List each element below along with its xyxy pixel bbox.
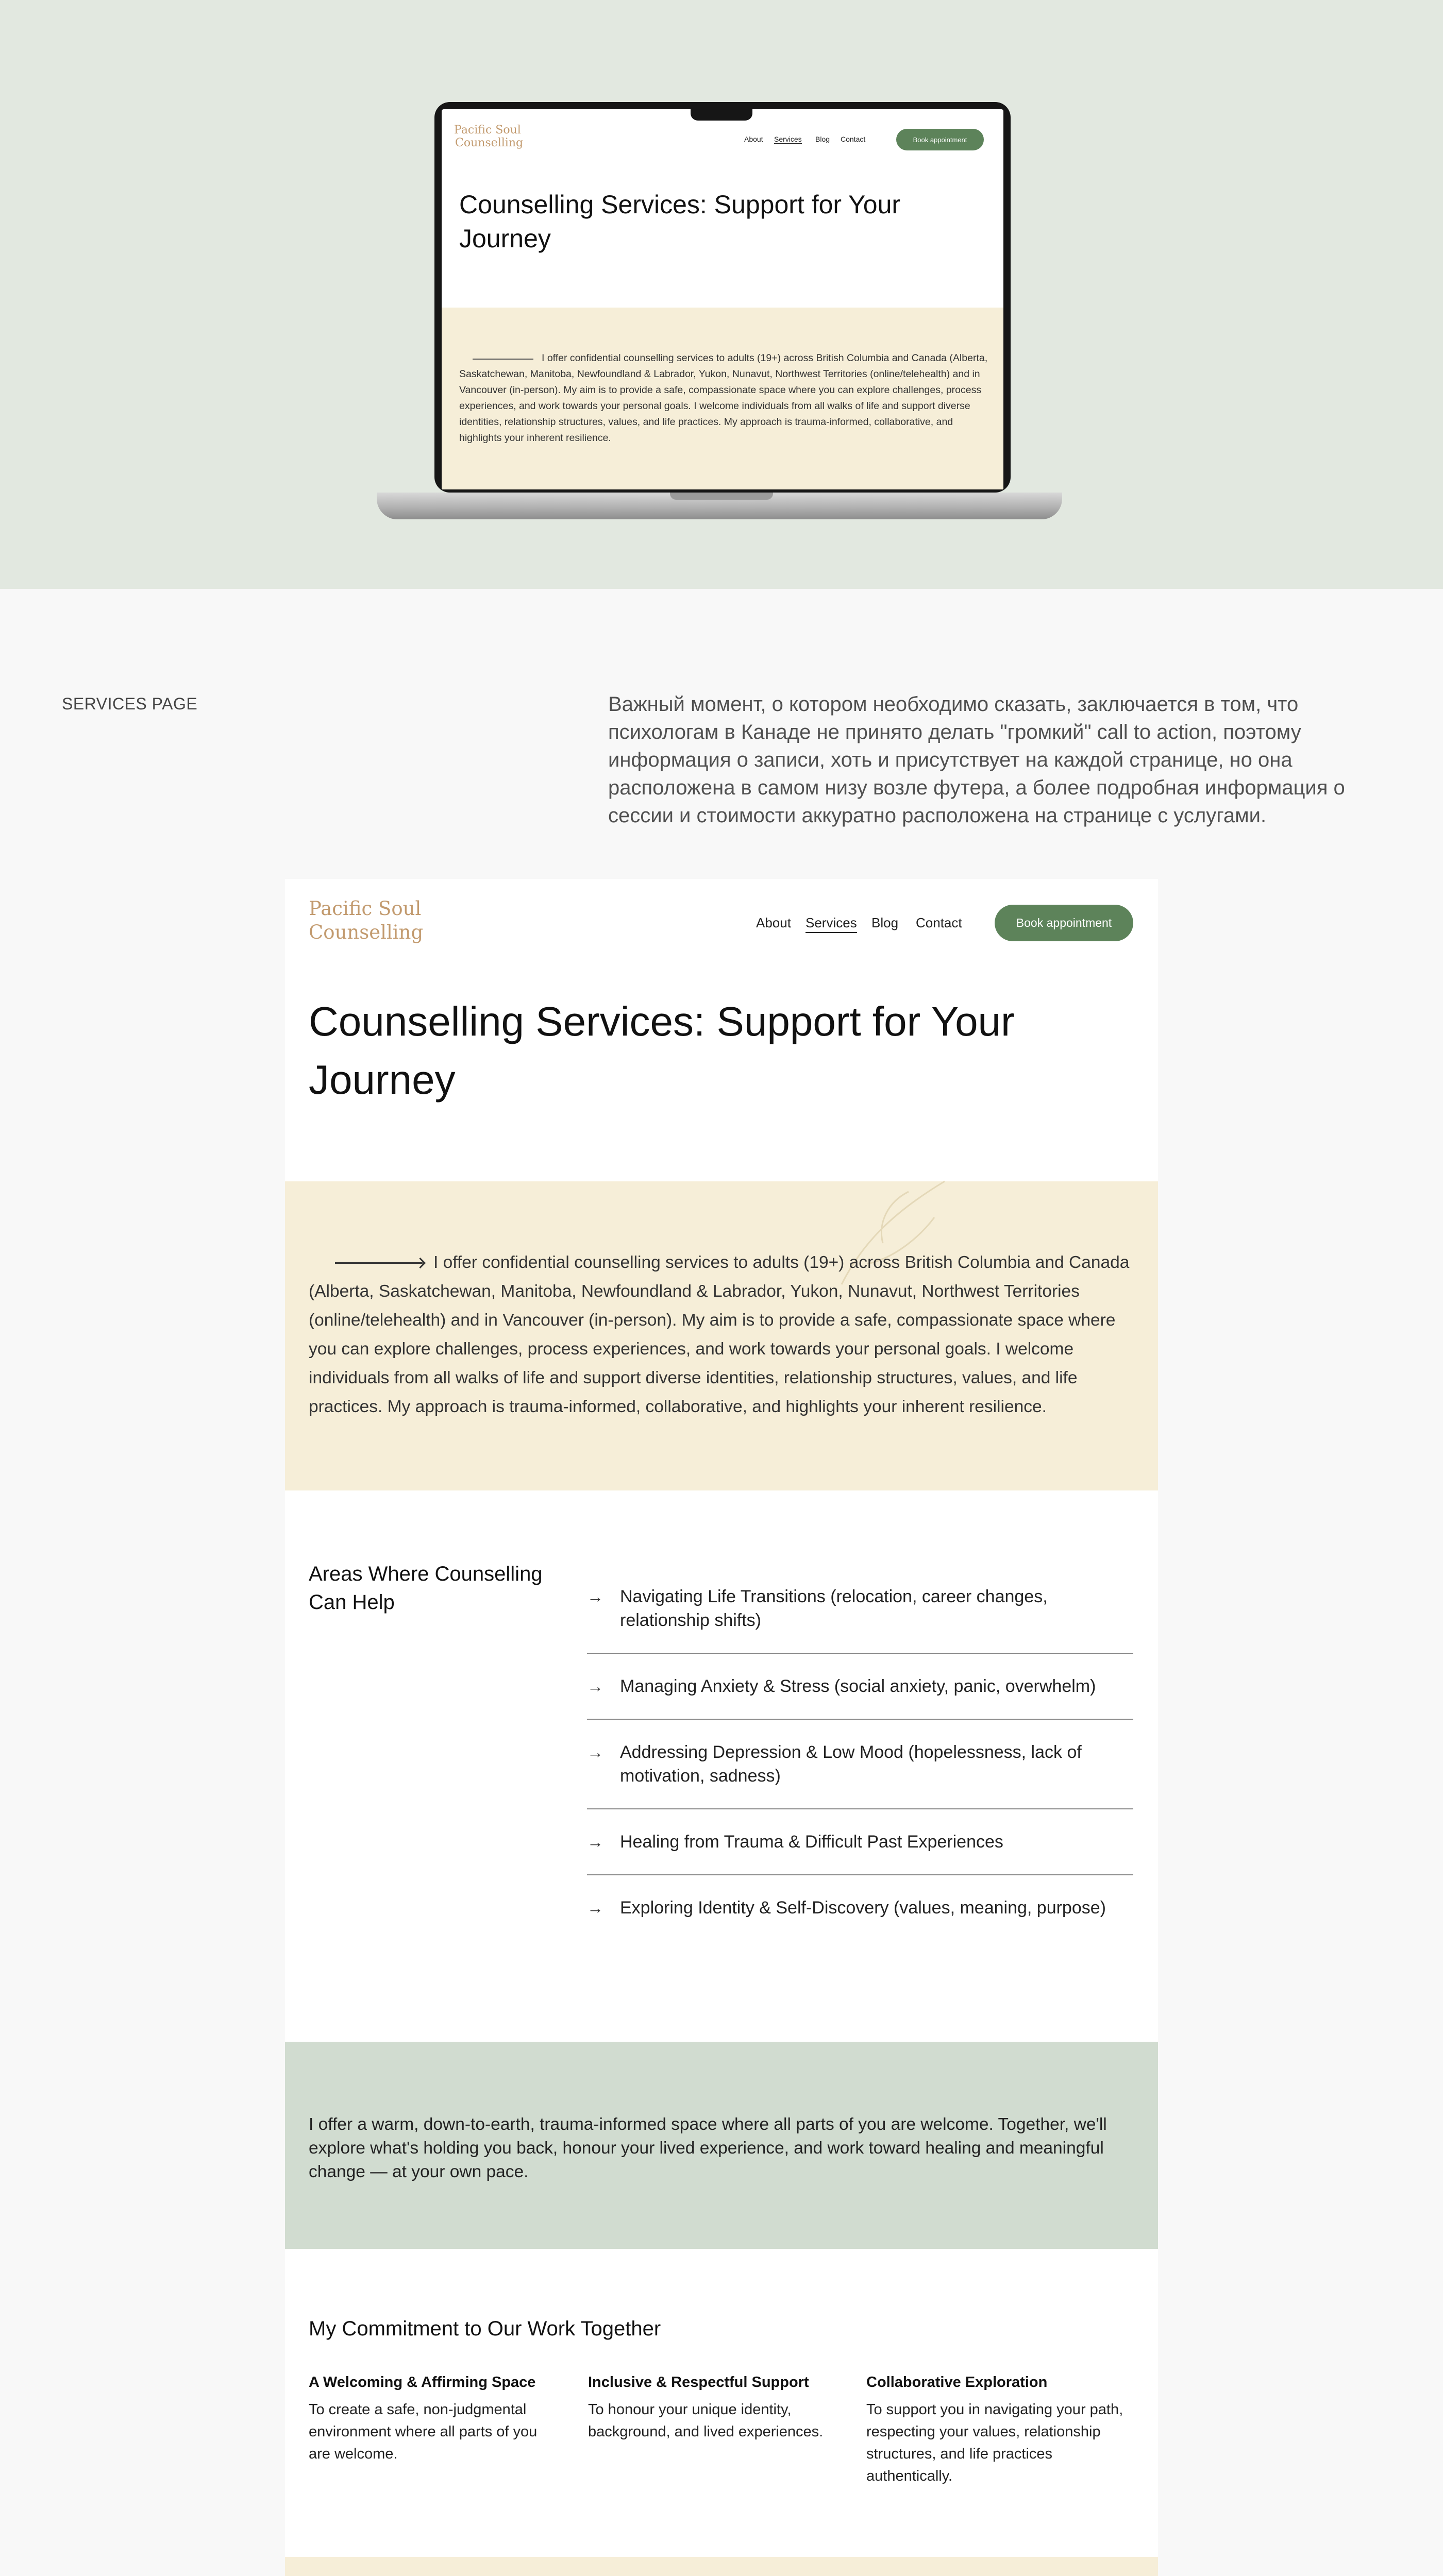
warm-space-text: I offer a warm, down-to-earth, trauma-informed space where all parts of you are welcome. Together, we'll explore what's holding you back, honour your lived experience, and work toward healing and meaningful change — at your own pace. bbox=[309, 2115, 1107, 2181]
mini-nav-blog[interactable]: Blog bbox=[815, 135, 830, 143]
arrow-right-icon: → bbox=[587, 1833, 603, 1851]
mini-page-title: Counselling Services: Support for Your Journey bbox=[459, 190, 901, 253]
design-description: Важный момент, о котором необходимо сказать, заключается в том, что психологам в Канаде не принято делать "громкий" call to action, поэтому информация о записи, хоть и присутствует на каждой странице, но она расположена в самом низу возле футера, а более подробная информация о сессии и стоимости аккуратно расположена на странице с услугами. bbox=[608, 693, 1345, 827]
commitment-title: Collaborative Exploration bbox=[866, 2374, 1048, 2391]
divider bbox=[587, 1653, 1133, 1654]
laptop-camera-notch bbox=[691, 106, 752, 121]
commitment-heading: My Commitment to Our Work Together bbox=[309, 2317, 661, 2340]
mini-nav-contact[interactable]: Contact bbox=[841, 135, 866, 143]
arrow-right-icon: → bbox=[587, 1677, 603, 1696]
section-label: SERVICES PAGE bbox=[62, 694, 198, 713]
fees-section bbox=[285, 2557, 1158, 2576]
list-item: → Exploring Identity & Self-Discovery (values, meaning, purpose) bbox=[587, 1896, 1133, 1920]
list-item: → Healing from Trauma & Difficult Past Experiences bbox=[587, 1830, 1133, 1854]
divider bbox=[587, 1719, 1133, 1720]
divider bbox=[587, 1874, 1133, 1875]
mini-book-appointment-button[interactable]: Book appointment bbox=[896, 129, 984, 150]
nav-blog[interactable]: Blog bbox=[871, 915, 899, 930]
mini-site-logo: Pacific Soul Counselling bbox=[454, 124, 524, 149]
divider bbox=[587, 1808, 1133, 1809]
list-item: → Managing Anxiety & Stress (social anxiety, panic, overwhelm) bbox=[587, 1674, 1133, 1698]
nav-contact[interactable]: Contact bbox=[916, 915, 962, 930]
commitment-title: A Welcoming & Affirming Space bbox=[309, 2374, 536, 2391]
book-appointment-button[interactable]: Book appointment bbox=[995, 905, 1133, 941]
list-item: → Navigating Life Transitions (relocation, career changes, relationship shifts) bbox=[587, 1585, 1133, 1632]
list-item: → Addressing Depression & Low Mood (hopelessness, lack of motivation, sadness) bbox=[587, 1740, 1133, 1788]
commitment-body: To honour your unique identity, background, and lived experiences. bbox=[588, 2401, 824, 2440]
laptop-opening-lip bbox=[670, 493, 773, 500]
nav-services[interactable]: Services bbox=[806, 915, 857, 933]
site-logo[interactable]: Pacific Soul Counselling bbox=[309, 897, 424, 943]
areas-list[interactable] bbox=[587, 1585, 1133, 1918]
warm-space-section bbox=[285, 2042, 1158, 2249]
page-title: Counselling Services: Support for Your Journey bbox=[309, 998, 1015, 1103]
mini-nav-about[interactable]: About bbox=[744, 135, 763, 143]
commitment-body: To create a safe, non-judgmental environment where all parts of you are welcome. bbox=[309, 2401, 538, 2462]
nav-about[interactable]: About bbox=[756, 915, 791, 930]
arrow-right-icon: → bbox=[587, 1743, 603, 1761]
arrow-right-icon: → bbox=[587, 1587, 603, 1606]
arrow-right-icon: → bbox=[587, 1899, 603, 1917]
services-page-mockup bbox=[285, 879, 1158, 2576]
laptop-display bbox=[442, 109, 1003, 489]
commitment-body: To support you in navigating your path, respecting your values, relationship structures, and life practices authentically. bbox=[866, 2401, 1123, 2484]
intro-section bbox=[285, 1181, 1158, 1490]
mini-nav-services[interactable]: Services bbox=[774, 135, 802, 143]
intro-text: I offer confidential counselling services to adults (19+) across British Columbia and Canada (Alberta, Saskatchewan, Manitoba, Newfoundland & Labrador, Yukon, Nunavut, Northwest Territories (online/telehealth) and in Vancouver (in-person). My aim is to provide a safe, compassionate space where you can explore challenges, process experiences, and work towards your personal goals. I welcome individuals from all walks of life and support diverse identities, relationship structures, values, and life practices. My approach is trauma-informed, collaborative, and highlights your inherent resilience. bbox=[309, 1253, 1130, 1416]
areas-heading: Areas Where Counselling Can Help bbox=[309, 1563, 543, 1614]
mini-intro-text: I offer confidential counselling services to adults (19+) across British Columbia and Canada (Alberta, Saskatchewan, Manitoba, Newfoundland & Labrador, Yukon, Nunavut, Northwest Territories (online/telehealth) and in Vancouver (in-person). My aim is to provide a safe, compassionate space where you can explore challenges, process experiences, and work towards your personal goals. I welcome individuals from all walks of life and support diverse identities, relationship structures, values, and life practices. My approach is trauma-informed, collaborative, and highlights your inherent resilience. bbox=[459, 352, 988, 444]
commitment-title: Inclusive & Respectful Support bbox=[588, 2374, 809, 2391]
